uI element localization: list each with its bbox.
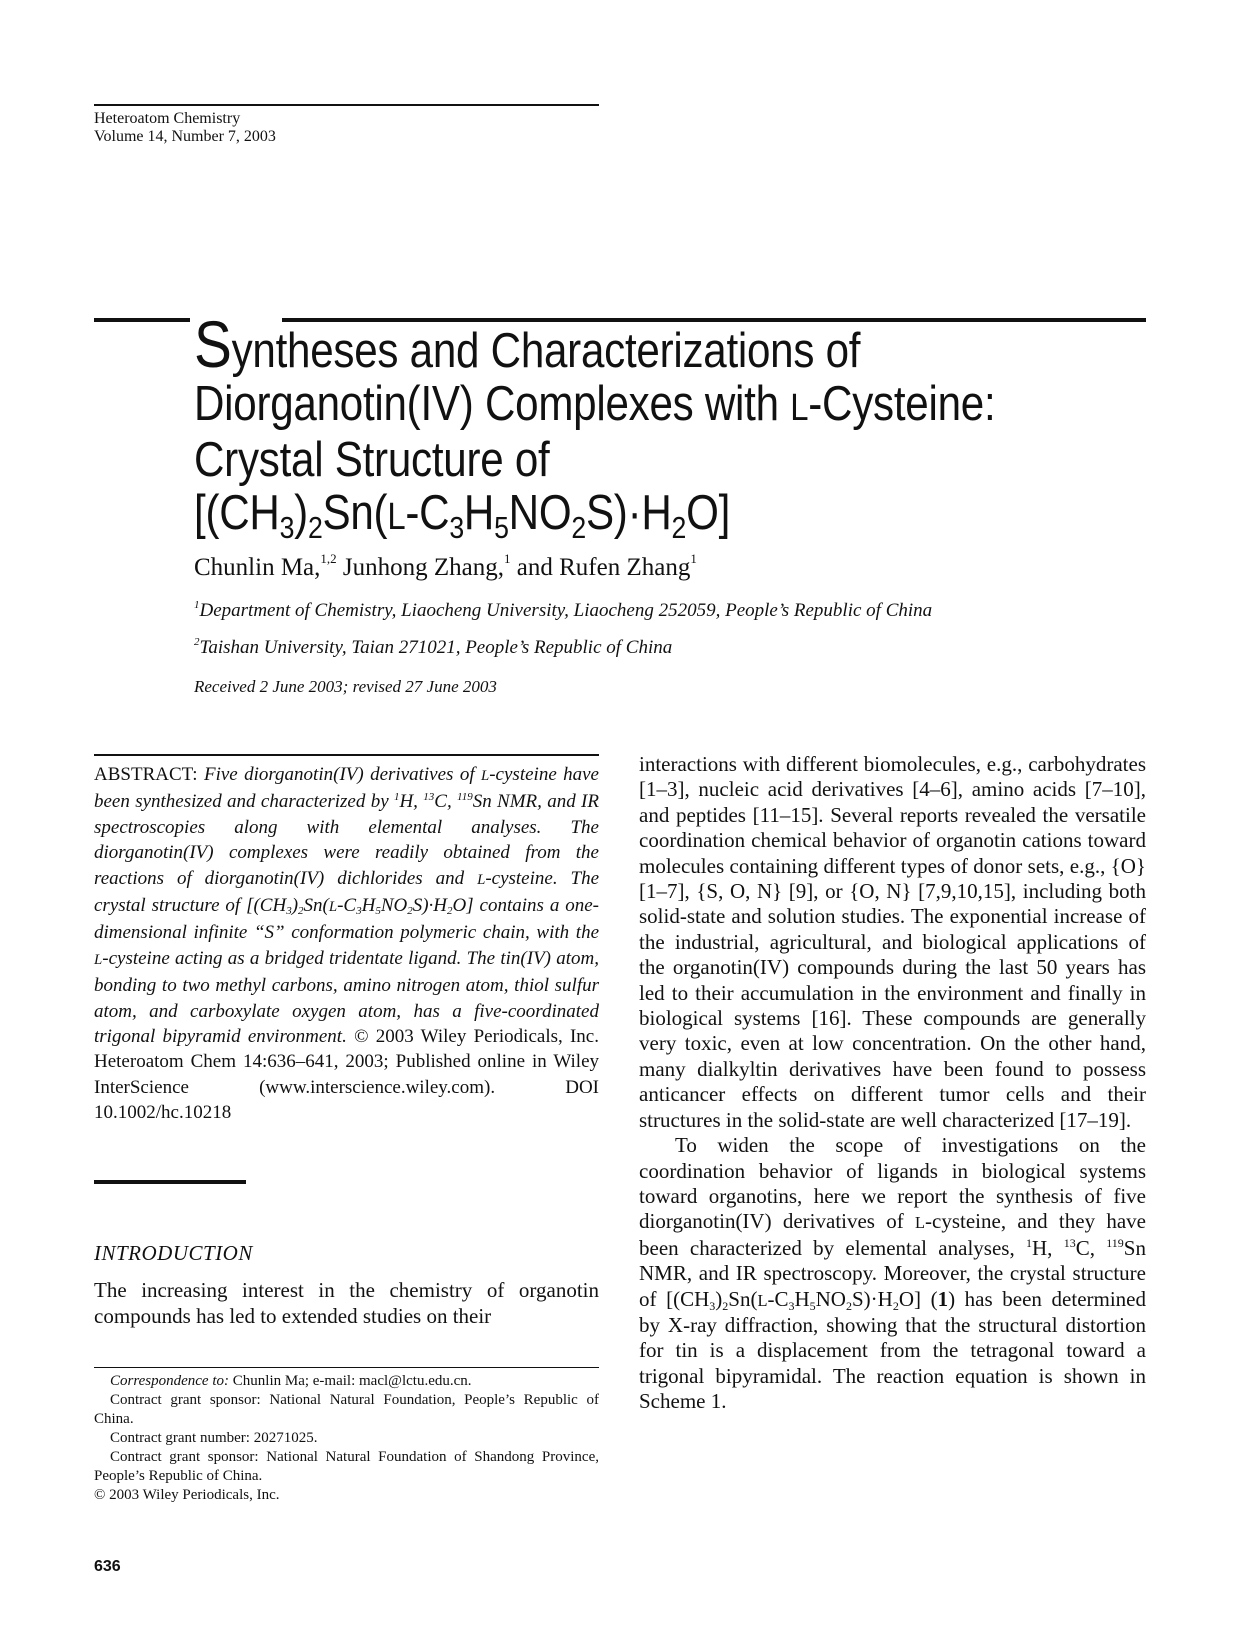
abstract: ABSTRACT: Five diorganotin(IV) derivatives of L-cysteine have been synthesized and characterized by $^1$H, $^{13}$C, $^{119}$Sn NMR, and IR spectroscopies along with elemental analyses. The diorganotin(IV) complexes were readily obtained from the reactions of diorganotin(IV) dichlorides and L-cysteine. The crystal structure of $[(CH_3)_2Sn(L-C_3H_5NO_2S)\cdot H_2O]$ contains a one-dimensional infinite “S” conformation polymeric chain, with the L-cysteine acting as a bridged tridentate ligand. The tin(IV) atom, bonding to two methyl carbons, amino nitrogen atom, thiol sulfur atom, and carboxylate oxygen atom, has a five-coordinated trigonal bipyramid environment. © 2003 Wiley Periodicals, Inc. Heteroatom Chem 14:636–641, 2003; Published online in Wiley InterScience (www.interscience.wiley.com). DOI 10.1002/hc.10218 [94,764,600,1124]
title-line-2: Diorganotin(IV) Complexes with L-Cysteine: [194,377,996,431]
received-dates: Received 2 June 2003; revised 27 June 2003 [194,677,497,696]
footnote-grant-number: Contract grant number: 20271025. [110,1430,318,1446]
paper-title [194,307,1020,545]
section-heading-introduction: INTRODUCTION [94,1241,253,1265]
title-rule-left [94,318,190,322]
intro-paragraph-1: interactions with different biomolecules, e.g., carbohydrates [1–3], nucleic acid derivatives [4–6], amino acids [7–10], and peptides [11–15]. Several reports revealed the versatile coordination chemical behavior of organotin cations toward molecules containing different types of donor sets, e.g., {O} [1–7], {S, O, N} [9], or {O, N} [7,9,10,15], including both solid-state and solution studies. The exponential increase of the industrial, agricultural, and biological applications of the organotin(IV) compounds during the last 50 years has led to their accumulation in the environment and finally in biological systems [16]. These compounds are generally very toxic, even at low concentration. On the other hand, many dialkyltin derivatives have been found to possess anticancer effects on different tumor cells and their structures in the solid-state are well characterized [17–19]. [639,752,1146,1132]
intro-paragraph-left: The increasing interest in the chemistry of organotin compounds has led to extended studies on their [94,1278,599,1328]
page-number: 636 [94,1558,121,1575]
abstract-rule-bottom [94,1180,246,1184]
footnote-sponsor-2: Contract grant sponsor: National Natural Foundation of Shandong Province, People’s Republic of China. [94,1449,599,1484]
title-formula: $[(CH_3)_2Sn(L-C_3H_5NO_2S)\cdot H_2O]$ [194,486,731,545]
abstract-rule-top [94,754,599,756]
title-line-1: Syntheses and Characterizations of [194,307,861,381]
footnote-correspondence: Correspondence to: Chunlin Ma; e-mail: macl@lctu.edu.cn. [110,1373,472,1389]
journal-volume: Volume 14, Number 7, 2003 [94,128,276,145]
journal-header [94,110,276,146]
title-line-3: Crystal Structure of [194,433,550,487]
affiliation-2: $^2$Taishan University, Taian 271021, People’s Republic of China [194,636,673,658]
compound-number: 1 [937,1286,949,1311]
footnote-copyright: © 2003 Wiley Periodicals, Inc. [94,1487,280,1503]
abstract-citation: © 2003 Wiley Periodicals, Inc. Heteroatom Chem 14:636–641, 2003; Published online in Wiley InterScience (www.interscience.wiley.com). DOI 10.1002/hc.10218 [94,1026,599,1124]
author-1: Chunlin Ma, [194,554,321,581]
footnote-rule [94,1367,599,1368]
header-rule [94,104,599,106]
footnotes [94,1372,599,1505]
right-column [639,752,1146,1415]
footnote-sponsor-1: Contract grant sponsor: National Natural Foundation, People’s Republic of China. [94,1392,599,1427]
title-dropcap: S [194,307,232,381]
author-3: and Rufen Zhang [510,554,691,581]
affiliation-1: $^1$Department of Chemistry, Liaocheng University, Liaocheng 252059, People’s Republic of China [194,599,933,621]
author-list: Chunlin Ma,$^{1,2}$ Junhong Zhang,$^1$ and Rufen Zhang$^1$ [194,551,697,581]
intro-paragraph-2: To widen the scope of investigations on the coordination behavior of ligands in biological systems toward organotins, here we report the synthesis of five diorganotin(IV) derivatives of L-cysteine, and they have been characterized by elemental analyses, $^1$H, $^{13}$C, $^{119}$Sn NMR, and IR spectroscopy. Moreover, the crystal structure of $[(CH_3)_2Sn(L-C_3H_5NO_2S)\cdot H_2O]$ (1) has been determined by X-ray diffraction, showing that the structural distortion for tin is a displacement from the tetragonal toward a trigonal bipyramidal. The reaction equation is shown in Scheme 1. [639,1133,1146,1414]
journal-name: Heteroatom Chemistry [94,110,241,127]
author-2: Junhong Zhang, [336,554,505,581]
abstract-label: ABSTRACT: [94,764,198,785]
